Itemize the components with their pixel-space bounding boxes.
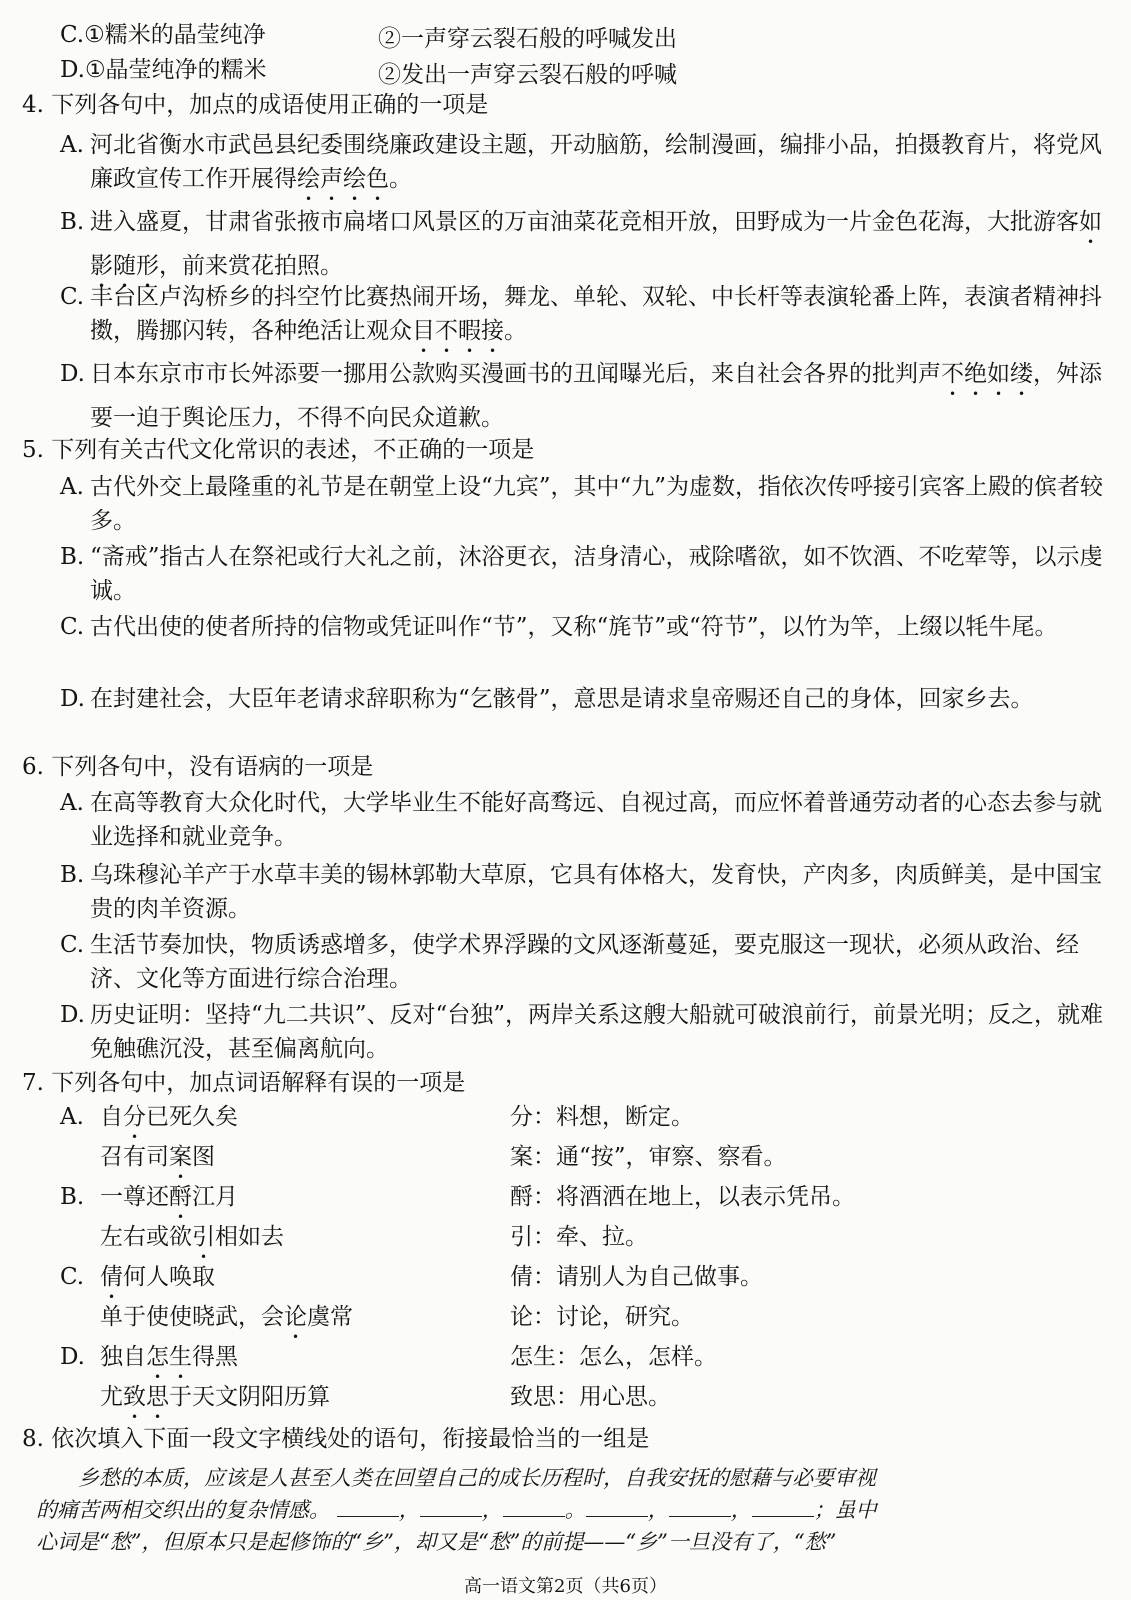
fill-blank-6 xyxy=(752,1494,814,1517)
q7-row-phrase: B. 一尊还酹江月 xyxy=(60,1184,238,1210)
q7-row-phrase: 尤致思于天文阴阳历算 xyxy=(100,1384,330,1410)
q7-row-phrase: A. 自分已死久矣 xyxy=(60,1104,238,1130)
q3-option-d-part2: ②发出一声穿云裂石般的呼喊 xyxy=(378,62,677,88)
q7-row-phrase: D. 独自怎生得黑 xyxy=(60,1344,238,1370)
q7-row-phrase: 召有司案图 xyxy=(100,1144,215,1170)
q7-row-gloss: 酹：将酒洒在地上，以表示凭吊。 xyxy=(510,1184,855,1210)
q3-option-d: D.①晶莹纯净的糯米 xyxy=(60,57,267,83)
emphasized-idiom: 如影随形 xyxy=(90,209,1102,279)
emphasized-word: 案 xyxy=(169,1144,192,1170)
fill-blank-2 xyxy=(420,1494,482,1517)
q7-row-phrase: 左右或欲引相如去 xyxy=(100,1224,284,1250)
q4-option-b: B. 进入盛夏，甘肃省张掖市扁堵口风景区的万亩油菜花竞相开放，田野成为一片金色花海，大批游客如影随形，前来赏花拍照。 xyxy=(60,209,1102,279)
q5-option-a: A. 古代外交上最隆重的礼节是在朝堂上设“九宾”，其中“九”为虚数，指依次传呼接引宾客上殿的傧者较多。 xyxy=(60,474,1104,534)
q7-row-gloss: 致思：用心思。 xyxy=(510,1384,671,1410)
fill-blank-4 xyxy=(586,1494,648,1517)
q6-option-a: A. 在高等教育大众化时代，大学毕业生不能好高骛远、自视过高，而应怀着普通劳动者的心态去参与就业选择和就业竞争。 xyxy=(60,790,1102,850)
emphasized-word: 引 xyxy=(192,1224,215,1250)
q6-stem: 6. 下列各句中，没有语病的一项是 xyxy=(22,754,374,780)
q5-stem: 5. 下列有关古代文化常识的表述，不正确的一项是 xyxy=(22,437,535,463)
page-footer: 高一语文第2页（共6页） xyxy=(464,1576,667,1597)
emphasized-idiom: 绘声绘色 xyxy=(297,166,389,192)
q7-row-gloss: 怎生：怎么，怎样。 xyxy=(510,1344,717,1370)
emphasized-word: 致思 xyxy=(123,1384,169,1410)
q7-row-gloss: 案：通“按”，审察、察看。 xyxy=(510,1144,787,1170)
q7-row-gloss: 分：料想，断定。 xyxy=(510,1104,694,1130)
q6-option-c: C. 生活节奏加快，物质诱惑增多，使学术界浮躁的文风逐渐蔓延，要克服这一现状，必须从政治、经济、文化等方面进行综合治理。 xyxy=(60,932,1079,992)
emphasized-word: 论 xyxy=(284,1304,307,1330)
q4-option-d: D. 日本东京市市长舛添要一挪用公款购买漫画书的丑闻曝光后，来自社会各界的批判声不绝如缕，舛添要一迫于舆论压力，不得不向民众道歉。 xyxy=(60,361,1102,431)
q7-row-phrase: C. 倩何人唤取 xyxy=(60,1264,215,1290)
emphasized-word: 酹 xyxy=(169,1184,192,1210)
emphasized-word: 分 xyxy=(123,1104,146,1130)
q6-option-b: B. 乌珠穆沁羊产于水草丰美的锡林郭勒大草原，它具有体格大，发育快，产肉多，肉质鲜美，是中国宝贵的肉羊资源。 xyxy=(60,862,1102,922)
q5-option-d: D. 在封建社会，大臣年老请求辞职称为“乞骸骨”，意思是请求皇帝赐还自己的身体，回家乡去。 xyxy=(60,686,1034,712)
emphasized-idiom: 不绝如缕 xyxy=(941,361,1033,387)
q4-stem: 4. 下列各句中，加点的成语使用正确的一项是 xyxy=(22,92,489,118)
q7-row-gloss: 论：讨论，研究。 xyxy=(510,1304,694,1330)
q7-stem: 7. 下列各句中，加点词语解释有误的一项是 xyxy=(22,1070,466,1096)
emphasized-idiom: 目不暇接 xyxy=(412,318,504,344)
q7-row-gloss: 倩：请别人为自己做事。 xyxy=(510,1264,763,1290)
fill-blank-3 xyxy=(503,1494,565,1517)
q6-option-d: D. 历史证明：坚持“九二共识”、反对“台独”，两岸关系这艘大船就可破浪前行，前景光明；反之，就难免触礁沉没，甚至偏离航向。 xyxy=(60,1002,1104,1062)
emphasized-word: 怎生 xyxy=(146,1344,192,1370)
q4-option-a: A. 河北省衡水市武邑县纪委围绕廉政建设主题，开动脑筋，绘制漫画，编排小品，拍摄教育片，将党风廉政宣传工作开展得绘声绘色。 xyxy=(60,132,1102,192)
fill-blank-5 xyxy=(669,1494,731,1517)
q5-option-c: C. 古代出使的使者所持的信物或凭证叫作“节”，又称“旄节”或“符节”，以竹为竿，上缀以牦牛尾。 xyxy=(60,614,1058,640)
q7-row-phrase: 单于使使晓武，会论虞常 xyxy=(100,1304,353,1330)
q8-passage: 乡愁的本质，应该是人甚至人类在回望自己的成长历程时，自我安抚的慰藉与必要审视 的痛苦两相交织出的复杂情感。 ， ， 。 ， ， ；虽中 心词是“愁”，但原本只是起修饰的“乡”，却又是“愁”的前提——“乡”一旦没有了，“愁” xyxy=(36,1466,877,1554)
q3-option-c-part2: ②一声穿云裂石般的呼喊发出 xyxy=(378,26,677,52)
q7-row-gloss: 引：牵、拉。 xyxy=(510,1224,648,1250)
q5-option-b: B. “斋戒”指古人在祭祀或行大礼之前，沐浴更衣，洁身清心，戒除嗜欲，如不饮酒、不吃荤等，以示虔诚。 xyxy=(60,544,1103,604)
fill-blank-1 xyxy=(337,1494,399,1517)
q4-option-c: C. 丰台区卢沟桥乡的抖空竹比赛热闹开场，舞龙、单轮、双轮、中长杆等表演轮番上阵，表演者精神抖擞，腾挪闪转，各种绝活让观众目不暇接。 xyxy=(60,284,1102,344)
q3-option-c: C.①糯米的晶莹纯净 xyxy=(60,22,266,48)
emphasized-word: 倩 xyxy=(100,1264,123,1290)
q8-stem: 8. 依次填入下面一段文字横线处的语句，衔接最恰当的一组是 xyxy=(22,1426,650,1452)
